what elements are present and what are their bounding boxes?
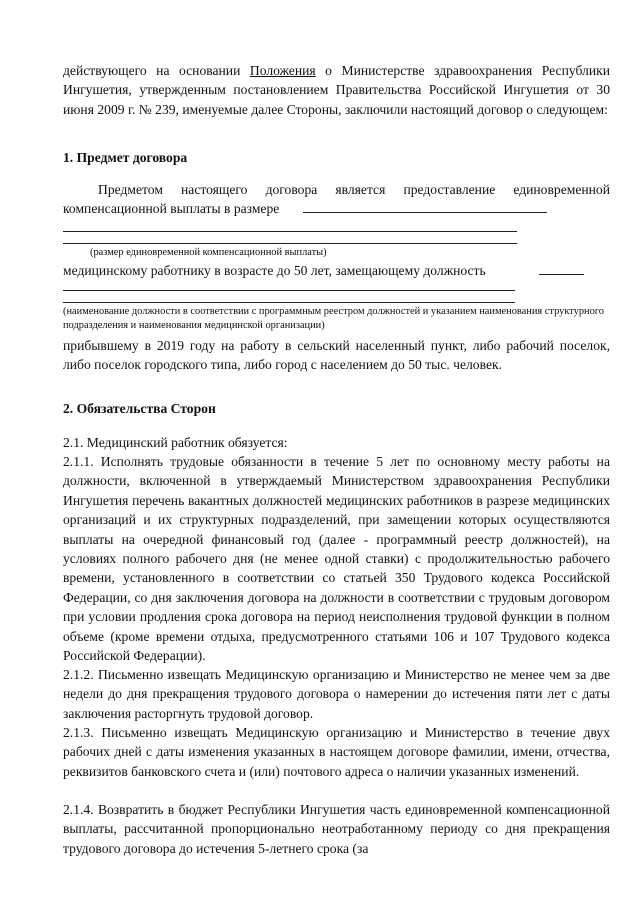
clause-2-1-2: 2.1.2. Письменно извещать Медицинскую организацию и Министерство не менее чем за две недели до дня прекращения трудового договора о намерении до истечения пяти лет с даты заключения расторгнуть трудовой договор. [63, 667, 610, 721]
clause-2-1: 2.1. Медицинский работник обязуется: [63, 435, 288, 450]
intro-paragraph [63, 61, 610, 119]
clause-2-1-4: 2.1.4. Возвратить в бюджет Республики Ингушетия часть единовременной компенсационной выплаты, рассчитанной пропорционально неотработанному периоду со дня прекращения трудового договора до истечения 5-летнего срока (за [63, 802, 610, 856]
amount-blank-line [303, 212, 547, 213]
position-blank-line-3 [63, 302, 515, 303]
clause-2-1-1: 2.1.1. Исполнять трудовые обязанности в течение 5 лет по основному месту работы на должности, включенной в утверждаемый Министерством здравоохранения Республики Ингушетия перечень вакантных должностей медицинских работников в разрезе медицинских организаций и их структурных подразделений, при замещении которых осуществляются выплаты на очередной финансовый год (далее - программный реестр должностей), на условиях полного рабочего дня (не менее одной ставки) с продолжительностью рабочего времени, установленного в соответствии со статьей 350 Трудового кодекса Российской Федерации, со дня заключения договора на должности в соответствии с трудовым договором при условии продления срока договора на период неисполнения трудовой функции в полном объеме (кроме времени отдыха, предусмотренного статьями 106 и 107 Трудового кодекса Российской Федерации). [63, 454, 610, 664]
section-2-title: 2. Обязательства Сторон [63, 401, 216, 416]
position-blank-line-2 [63, 290, 515, 291]
position-blank-line [539, 274, 584, 275]
worker-text: медицинскому работнику в возрасте до 50 лет, замещающему должность [63, 263, 486, 278]
amount-blank-line-3 [63, 243, 517, 244]
arrival-paragraph: прибывшему в 2019 году на работу в сельский населенный пункт, либо рабочий поселок, либо поселок городского типа, либо город с населением до 50 тыс. человек. [63, 338, 610, 373]
clause-2-1-3: 2.1.3. Письменно извещать Медицинскую организацию и Министерство в течение двух рабочих дней с даты изменения указанных в настоящем договоре фамилии, имени, отчества, реквизитов банковского счета и (или) почтового адреса о наличии указанных изменений. [63, 725, 610, 779]
subject-text: Предметом настоящего договора является предоставление единовременной компенсационной выплаты в размере [63, 182, 610, 217]
intro-text-end: о Министерстве здравоохранения Республики Ингушетия, утвержденным постановлением Правительства Российской Ингушетия от 30 июня 2009 г. № 239, именуемые далее Стороны, заключили настоящий договор о следующем: [63, 63, 610, 117]
amount-blank-line-2 [63, 231, 517, 232]
section-1-title: 1. Предмет договора [63, 150, 188, 165]
position-caption: (наименование должности в соответствии с программным реестром должностей и указанием наименования структурного подразделения и наименования медицинской организации) [63, 306, 604, 331]
regulation-link[interactable]: Положения [249, 63, 316, 78]
intro-text-start: действующего на основании [63, 63, 250, 78]
amount-caption: (размер единовременной компенсационной выплаты) [90, 247, 327, 258]
